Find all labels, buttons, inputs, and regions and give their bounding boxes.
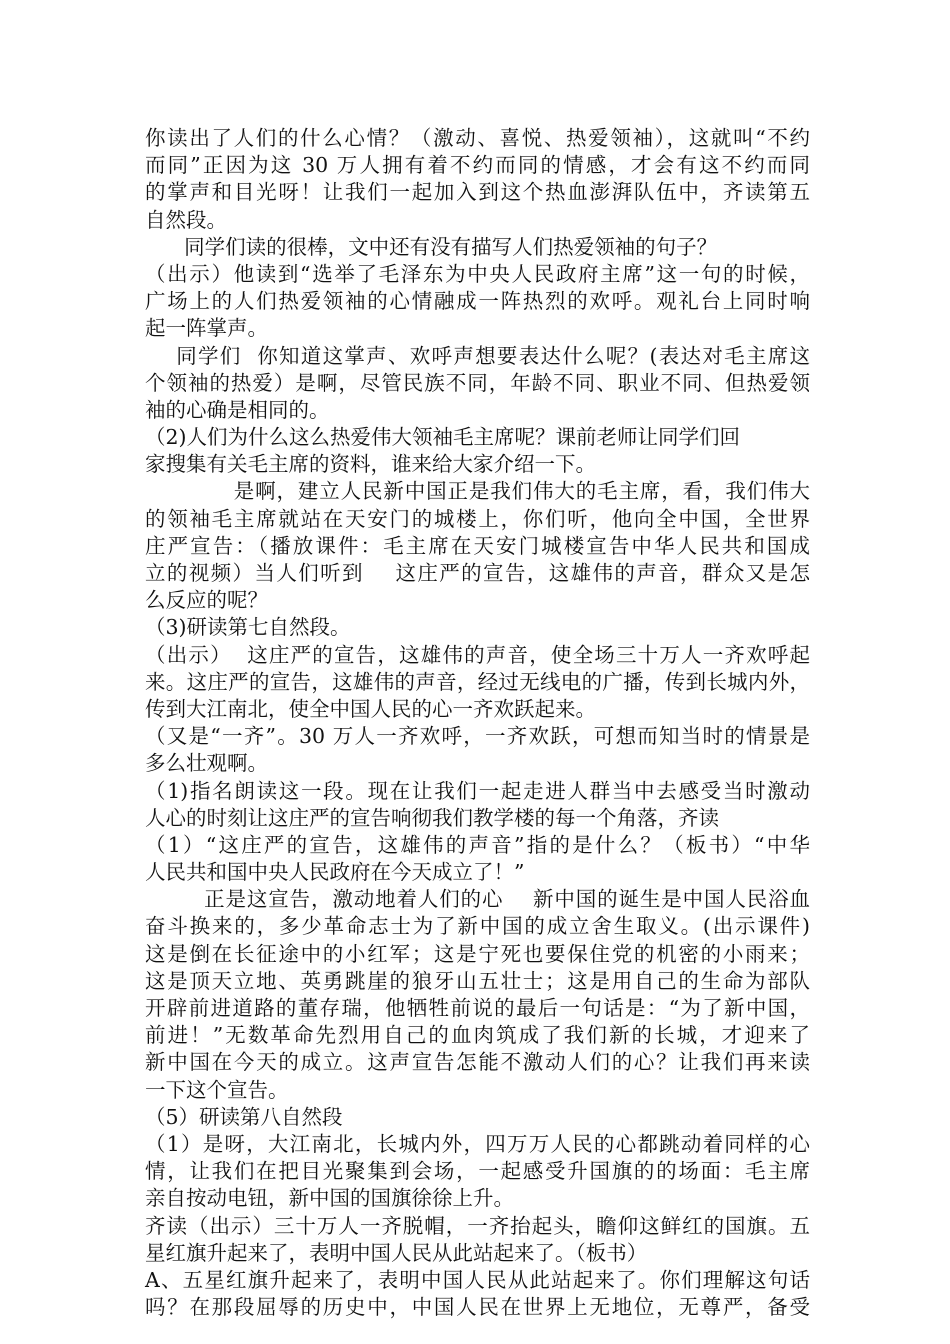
text-line: 么反应的呢？ [145,588,268,613]
text-line: （出示） 这庄严的宣告，这雄伟的声音，使全场三十万人一齐欢呼起 [145,642,810,667]
text-line: （1）“这庄严的宣告，这雄伟的声音”指的是什么？（板书）“中华 [145,832,810,857]
text-line: 情，让我们在把目光聚集到会场，一起感受升国旗的的场面：毛主席 [145,1159,810,1184]
text-line: （5）研读第八自然段 [145,1104,343,1129]
text-line: （又是“一齐”。30 万人一齐欢呼，一齐欢跃，可想而知当时的情景是 [145,724,810,749]
text-line: 个领袖的热爱）是啊，尽管民族不同，年龄不同、职业不同、但热爱领 [145,370,810,395]
text-line: 来。这庄严的宣告，这雄伟的声音，经过无线电的广播，传到长城内外， [145,669,810,694]
text-line: 你读出了人们的什么心情？（激动、喜悦、热爱领袖），这就叫“不约 [145,126,810,150]
text-line: 立的视频）当人们听到 这庄严的宣告，这雄伟的声音，群众又是怎 [145,561,810,585]
text-line: 正是这宣告，激动地着人们的心 新中国的诞生是中国人民浴血 [145,887,810,912]
text-line: 前进！”无数革命先烈用自己的血肉筑成了我们新的长城，才迎来了 [145,1023,810,1048]
text-line: A、五星红旗升起来了，表明中国人民从此站起来了。你们理解这句话 [145,1267,810,1292]
text-line: （1）是呀，大江南北，长城内外，四万万人民的心都跳动着同样的心 [145,1131,810,1156]
text-line: （2)人们为什么这么热爱伟大领袖毛主席呢？课前老师让同学们回 [145,425,741,450]
text-line: 传到大江南北，使全中国人民的心一齐欢跃起来。 [145,696,596,721]
text-line: 星红旗升起来了，表明中国人民从此站起来了。（板书） [145,1240,648,1265]
text-line: 亲自按动电钮，新中国的国旗徐徐上升。 [145,1186,514,1211]
text-line: 而同”正因为这 30 万人拥有着不约而同的情感，才会有这不约而同 [145,153,810,178]
text-line: 新中国在今天的成立。这声宣告怎能不激动人们的心？让我们再来读 [145,1050,810,1075]
text-line: 的领袖毛主席就站在天安门的城楼上，你们听，他向全中国，全世界 [145,506,810,531]
text-line: 人民共和国中央人民政府在今天成立了！” [145,860,525,885]
document-page [145,125,810,1321]
text-line: 这是顶天立地、英勇跳崖的狼牙山五壮士；这是用自己的生命为部队 [145,968,810,993]
text-line: 奋斗换来的，多少革命志士为了新中国的成立舍生取义。(出示课件) [145,914,810,939]
text-line: 起一阵掌声。 [145,316,268,341]
text-line: 是啊，建立人民新中国正是我们伟大的毛主席，看，我们伟大 [145,479,810,504]
text-line: （3)研读第七自然段。 [145,615,351,640]
text-line: 人心的时刻让这庄严的宣告响彻我们教学楼的每一个角落，齐读 [145,805,719,830]
text-line: 多么壮观啊。 [145,751,268,776]
text-line: （1)指名朗读这一段。现在让我们一起走进人群当中去感受当时激动 [145,778,810,803]
text-line: 同学们 你知道这掌声、欢呼声想要表达什么呢？(表达对毛主席这 [145,343,810,368]
text-line: 庄严宣告：（播放课件：毛主席在天安门城楼宣告中华人民共和国成 [145,533,810,558]
text-line: 的掌声和目光呀！让我们一起加入到这个热血澎湃队伍中，齐读第五 [145,180,810,205]
text-line: 开辟前进道路的董存瑞，他牺牲前说的最后一句话是：“为了新中国， [145,996,810,1020]
text-line: 吗？在那段屈辱的历史中，中国人民在世界上无地位，无尊严，备受 [145,1295,810,1320]
text-line: 家搜集有关毛主席的资料，谁来给大家介绍一下。 [145,452,596,477]
text-line: 袖的心确是相同的。 [145,397,330,422]
text-line: 齐读（出示）三十万人一齐脱帽，一齐抬起头，瞻仰这鲜红的国旗。五 [145,1213,810,1238]
text-line: 自然段。 [145,207,227,232]
text-line: 同学们读的很棒，文中还有没有描写人们热爱领袖的句子？ [145,234,718,259]
text-line: 广场上的人们热爱领袖的心情融成一阵热烈的欢呼。观礼台上同时响 [145,289,810,314]
text-line: 这是倒在长征途中的小红军；这是宁死也要保住党的机密的小雨来； [145,941,810,966]
text-line: （出示）他读到“选举了毛泽东为中央人民政府主席”这一句的时候， [145,261,810,286]
text-line: 一下这个宣告。 [145,1077,289,1102]
